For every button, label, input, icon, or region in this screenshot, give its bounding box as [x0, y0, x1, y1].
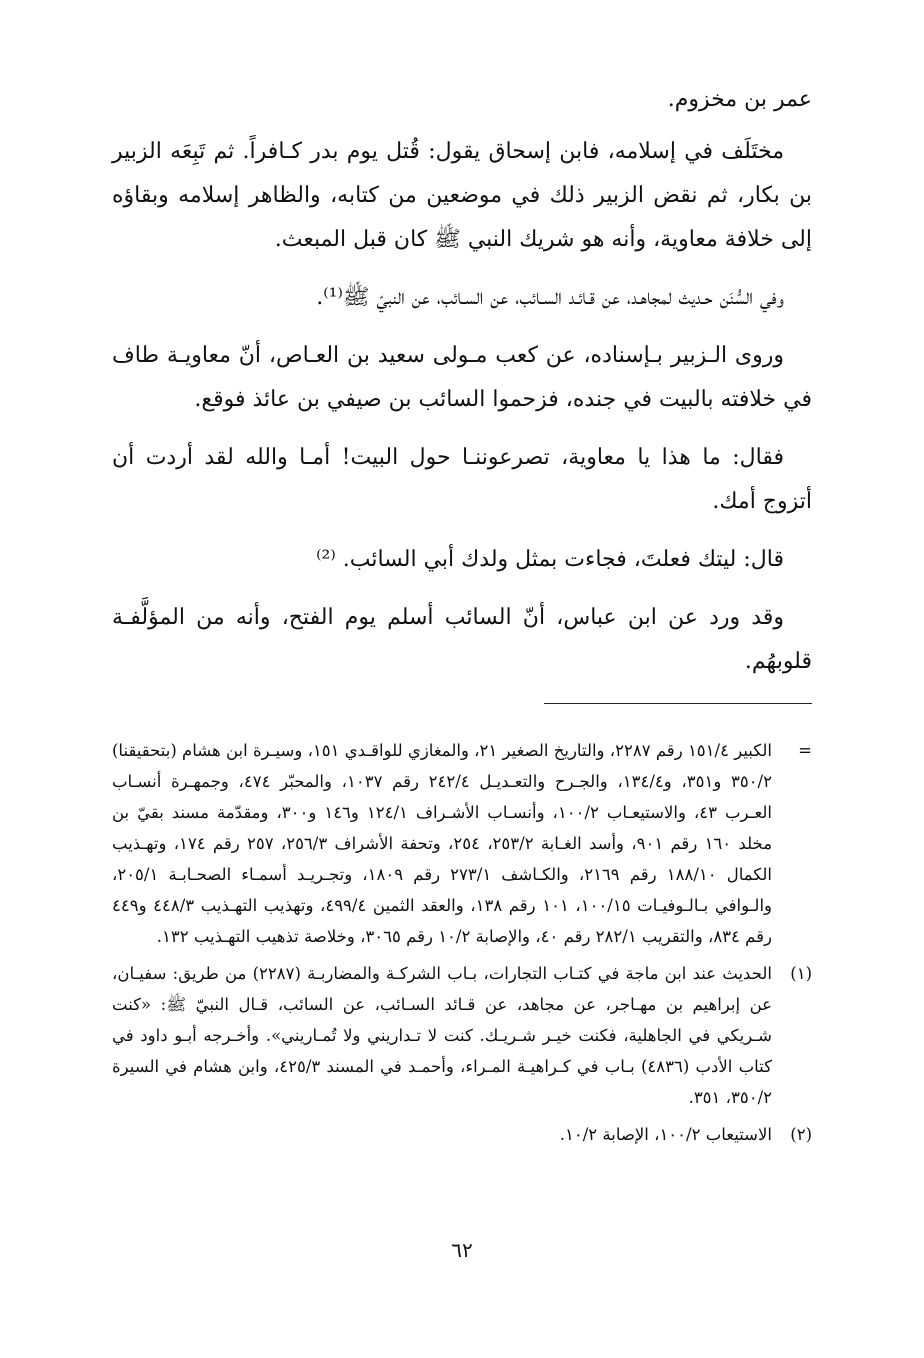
- footnote-text: الحديث عند ابن ماجة في كتـاب التجارات، بـاب الشركـة والمضاربـة (٢٢٨٧) من طريق: سفيـان، عن إبراهيم بن مهـاجر، عن مجاهد، عن قـائد السـائب، عن السائب، قـال النبيّ ﷺ: «كنت شـريكي في الجاهلية، فكنت خيـر شـريـك. كنت لا تـداريني ولا تُمـاريني». وأخـرجه أبـو داود في كتاب الأدب (٤٨٣٦) بـاب في كـراهيـة المـراء، وأحمـد في المسند ٤٢٥/٣، وابن هشام في السيرة ٣٥٠/٢، ٣٥١.: [112, 964, 772, 1107]
- footnote-text: الكبير ١٥١/٤ رقم ٢٢٨٧، والتاريخ الصغير ٢١، والمغازي للواقـدي ١٥١، وسيـرة ابن هشام (بتحقيقنا) ٣٥٠/٢ و٣٥١، و١٣٤/٤، والجـرح والتعـديـل ٢٤٢/٤ رقم ١٠٣٧، والمحبّر ٤٧٤، وجمهـرة أنسـاب العـرب ٤٣، والاستيعـاب ١٠٠/٢، وأنسـاب الأشـراف ١٢٤/١ و١٤٦ و٣٠٠، ومقدّمة مسند بقيّ بن مخلد ١٦٠ رقم ٩٠١، وأسد الغـابة ٢٥٣/٢، ٢٥٤، وتحفة الأشراف ٢٥٦/٣، ٢٥٧ رقم ١٧٤، وتهـذيب الكمال ١٨٨/١٠ رقم ٢١٦٩، والكـاشف ٢٧٣/١ رقم ١٨٠٩، وتجـريـد أسمـاء الصحـابـة ٢٠٥/١، والـوافي بـالـوفيـات ١٠٠/١٥، ١٠١ رقم ١٣٨، والعقد الثمين ٤٩٩/٤، وتهذيب التهـذيب ٤٤٨/٣ و٤٤٩ رقم ٨٣٤، والتقريب ٢٨٢/١ رقم ٤٠، والإصابة ١٠/٢ رقم ٣٠٦٥، وخلاصة تذهيب التهـذيب ١٣٢.: [112, 741, 773, 946]
- paragraph-muawiya-reply: قال: ليتك فعلتَ، فجاءت بمثل ولدك أبي السائب. ⁽²⁾: [316, 547, 784, 572]
- footnotes-section: [112, 735, 812, 1156]
- footnote-1: [112, 958, 812, 1113]
- footnote-marker: (٢): [790, 1125, 812, 1144]
- paragraph-zubayr-narration: وروى الـزبير بـإسناده، عن كعب مـولى سعيد بن العـاص، أنّ معاويـة طاف في خلافته بالبيت في جنده، فزحموا السائب بن صيفي بن عائذ فوقع.: [112, 343, 812, 412]
- paragraph-intro: عمر بن مخزوم.: [667, 87, 812, 112]
- footnote-marker: =: [798, 741, 812, 760]
- footnote-text: الاستيعاب ١٠٠/٢، الإصابة ١٠/٢.: [559, 1125, 772, 1144]
- paragraph-ibn-abbas: وقد ورد عن ابن عباس، أنّ السائب أسلم يوم الفتح، وأنه من المؤلَّفـة قلوبهُم.: [112, 605, 812, 674]
- main-body-text: [112, 78, 812, 698]
- footnote-divider: [544, 703, 812, 704]
- footnote-marker: (١): [790, 964, 812, 983]
- paragraph-sunan-hadith: وفي السُّنَن حـديث لمجاهـد، عن قـائـد السـائب، عن السـائب، عن النبيّ ﷺ⁽¹⁾.: [316, 285, 784, 310]
- paragraph-islam-dispute: مختَلَف في إسلامه، فابن إسحاق يقول: قُتل يوم بدر كـافراً. ثم تَبِعَه الزبير بن بكار، ثم نقض الزبير ذلك في موضعين من كتابه، والظاهر إسلامه وبقاؤه إلى خلافة معاوية، وأنه هو شريك النبي ﷺ كان قبل المبعث.: [112, 139, 812, 252]
- page-number: ٦٢: [451, 1238, 473, 1262]
- paragraph-saib-reply: فقال: ما هذا يا معاوية، تصرعوننـا حول البيت! أمـا والله لقد أردت أن أتزوج أمك.: [112, 445, 812, 514]
- footnote-2: [112, 1119, 812, 1150]
- footnote-continuation: [112, 735, 812, 952]
